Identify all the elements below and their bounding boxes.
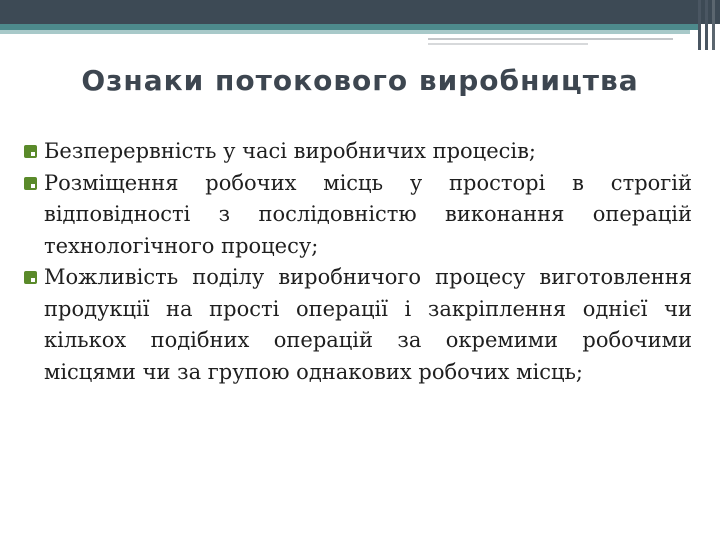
decorative-line xyxy=(428,38,673,40)
header-accent-line-light xyxy=(0,30,690,34)
header-band xyxy=(0,0,720,24)
list-item xyxy=(24,262,692,388)
list-item-text: Розміщення робочих місць у просторі в строгій відповідності з послідовністю виконання операцій технологічного процесу; xyxy=(44,170,692,258)
decorative-line xyxy=(428,43,588,45)
decorative-bar xyxy=(712,0,715,50)
q-square-bullet-icon xyxy=(24,145,37,158)
q-square-bullet-icon xyxy=(24,177,37,190)
list-item-text: Безперервність у часі виробничих процесів; xyxy=(44,139,536,163)
decorative-bar xyxy=(705,0,708,50)
bullet-list xyxy=(24,136,692,388)
list-item-text: Можливість поділу виробничого процесу виготовлення продукції на прості операції і закріплення однієї чи кількох подібних операцій за окремими робочими місцями чи за групою однакових робочих місць; xyxy=(44,265,692,384)
list-item xyxy=(24,168,692,263)
list-item xyxy=(24,136,692,168)
slide-title: Ознаки потокового виробництва xyxy=(81,64,639,97)
decorative-side-bars xyxy=(698,0,720,50)
decorative-lines xyxy=(428,38,673,50)
decorative-bar xyxy=(698,0,701,50)
q-square-bullet-icon xyxy=(24,271,37,284)
